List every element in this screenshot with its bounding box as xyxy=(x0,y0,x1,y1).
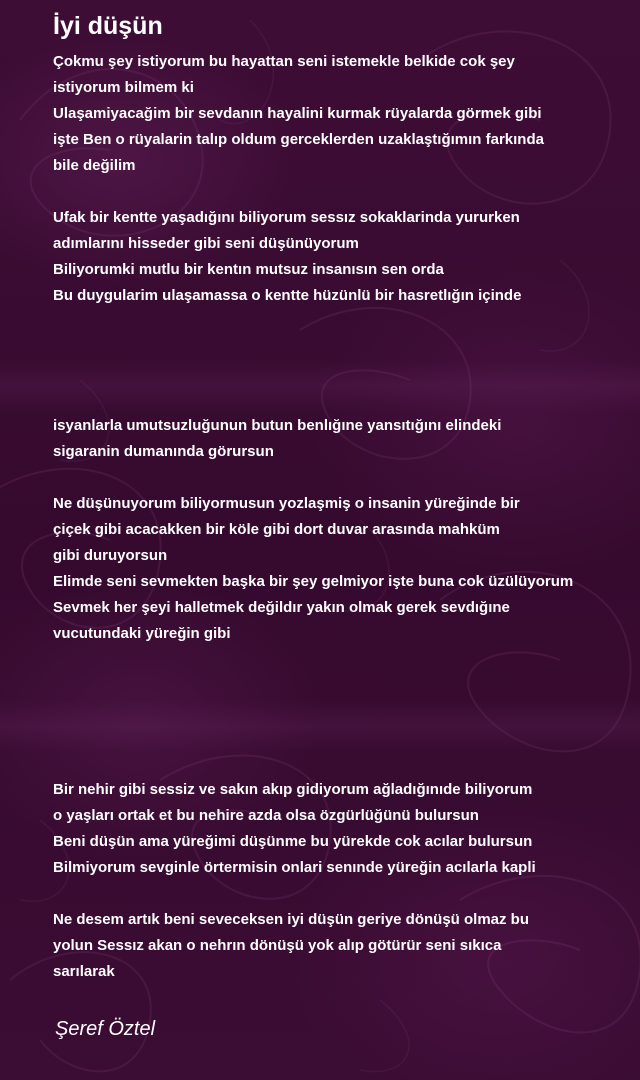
poem-line: çiçek gibi acacakken bir köle gibi dort duvar arasında mahküm xyxy=(53,521,500,538)
poem-line: Ulaşamiyacağim bir sevdanın hayalini kurmak rüyalarda görmek gibi xyxy=(53,105,542,122)
poem-line: Bu duygularim ulaşamassa o kentte hüzünlü bir hasretlığın içinde xyxy=(53,287,522,304)
poem-line: Ne düşünuyorum biliyormusun yozlaşmiş o insanin yüreğinde bir xyxy=(53,495,520,512)
stanza-1 xyxy=(53,49,633,179)
poem-title: İyi düşün xyxy=(53,12,163,40)
poem-line: adımlarını hisseder gibi seni düşünüyorum xyxy=(53,235,359,252)
poem-line: Ne desem artık beni seveceksen iyi düşün geriye dönüşü olmaz bu xyxy=(53,911,529,928)
poem-content xyxy=(53,8,633,985)
poem-line: sarılarak xyxy=(53,963,115,980)
poem-line: gibi duruyorsun xyxy=(53,547,168,564)
stanza-6 xyxy=(53,907,633,985)
poem-line: Sevmek her şeyi halletmek değildır yakın olmak gerek sevdığıne xyxy=(53,599,510,616)
stanza-5 xyxy=(53,777,633,881)
poem-line: isyanlarla umutsuzluğunun butun benlığıne yansıtığını elindeki xyxy=(53,417,502,434)
poem-line: işte Ben o rüyalarin talıp oldum gerceklerden uzaklaştığımın farkında xyxy=(53,131,544,148)
poem-line: bile değilim xyxy=(53,157,136,174)
poem-line: Ufak bir kentte yaşadığını biliyorum sessız sokaklarinda yururken xyxy=(53,209,520,226)
poem-line: vucutundaki yüreğin gibi xyxy=(53,625,231,642)
poem-line: Çokmu şey istiyorum bu hayattan seni istemekle belkide cok şey xyxy=(53,53,515,70)
poem-line: sigaranin dumanında görursun xyxy=(53,443,274,460)
poem-author: Şeref Öztel xyxy=(55,1018,156,1040)
poem-line: Elimde seni sevmekten başka bir şey gelmiyor işte buna cok üzülüyorum xyxy=(53,573,574,590)
poem-line: Bilmiyorum sevginle örtermisin onlari senınde yüreğin acılarla kapli xyxy=(53,859,536,876)
stanza-2 xyxy=(53,205,633,309)
stanza-3 xyxy=(53,413,633,465)
poem-line: Beni düşün ama yüreğimi düşünme bu yürekde cok acılar bulursun xyxy=(53,833,533,850)
poem-line: o yaşları ortak et bu nehire azda olsa özgürlüğünü bulursun xyxy=(53,807,479,824)
poem-line: istiyorum bilmem ki xyxy=(53,79,194,96)
poem-line: yolun Sessız akan o nehrın dönüşü yok alıp götürür seni sıkıca xyxy=(53,937,502,954)
poem-line: Biliyorumki mutlu bir kentın mutsuz insanısın sen orda xyxy=(53,261,444,278)
stanza-4 xyxy=(53,491,633,647)
poem-line: Bir nehir gibi sessiz ve sakın akıp gidiyorum ağladığınıde biliyorum xyxy=(53,781,533,798)
